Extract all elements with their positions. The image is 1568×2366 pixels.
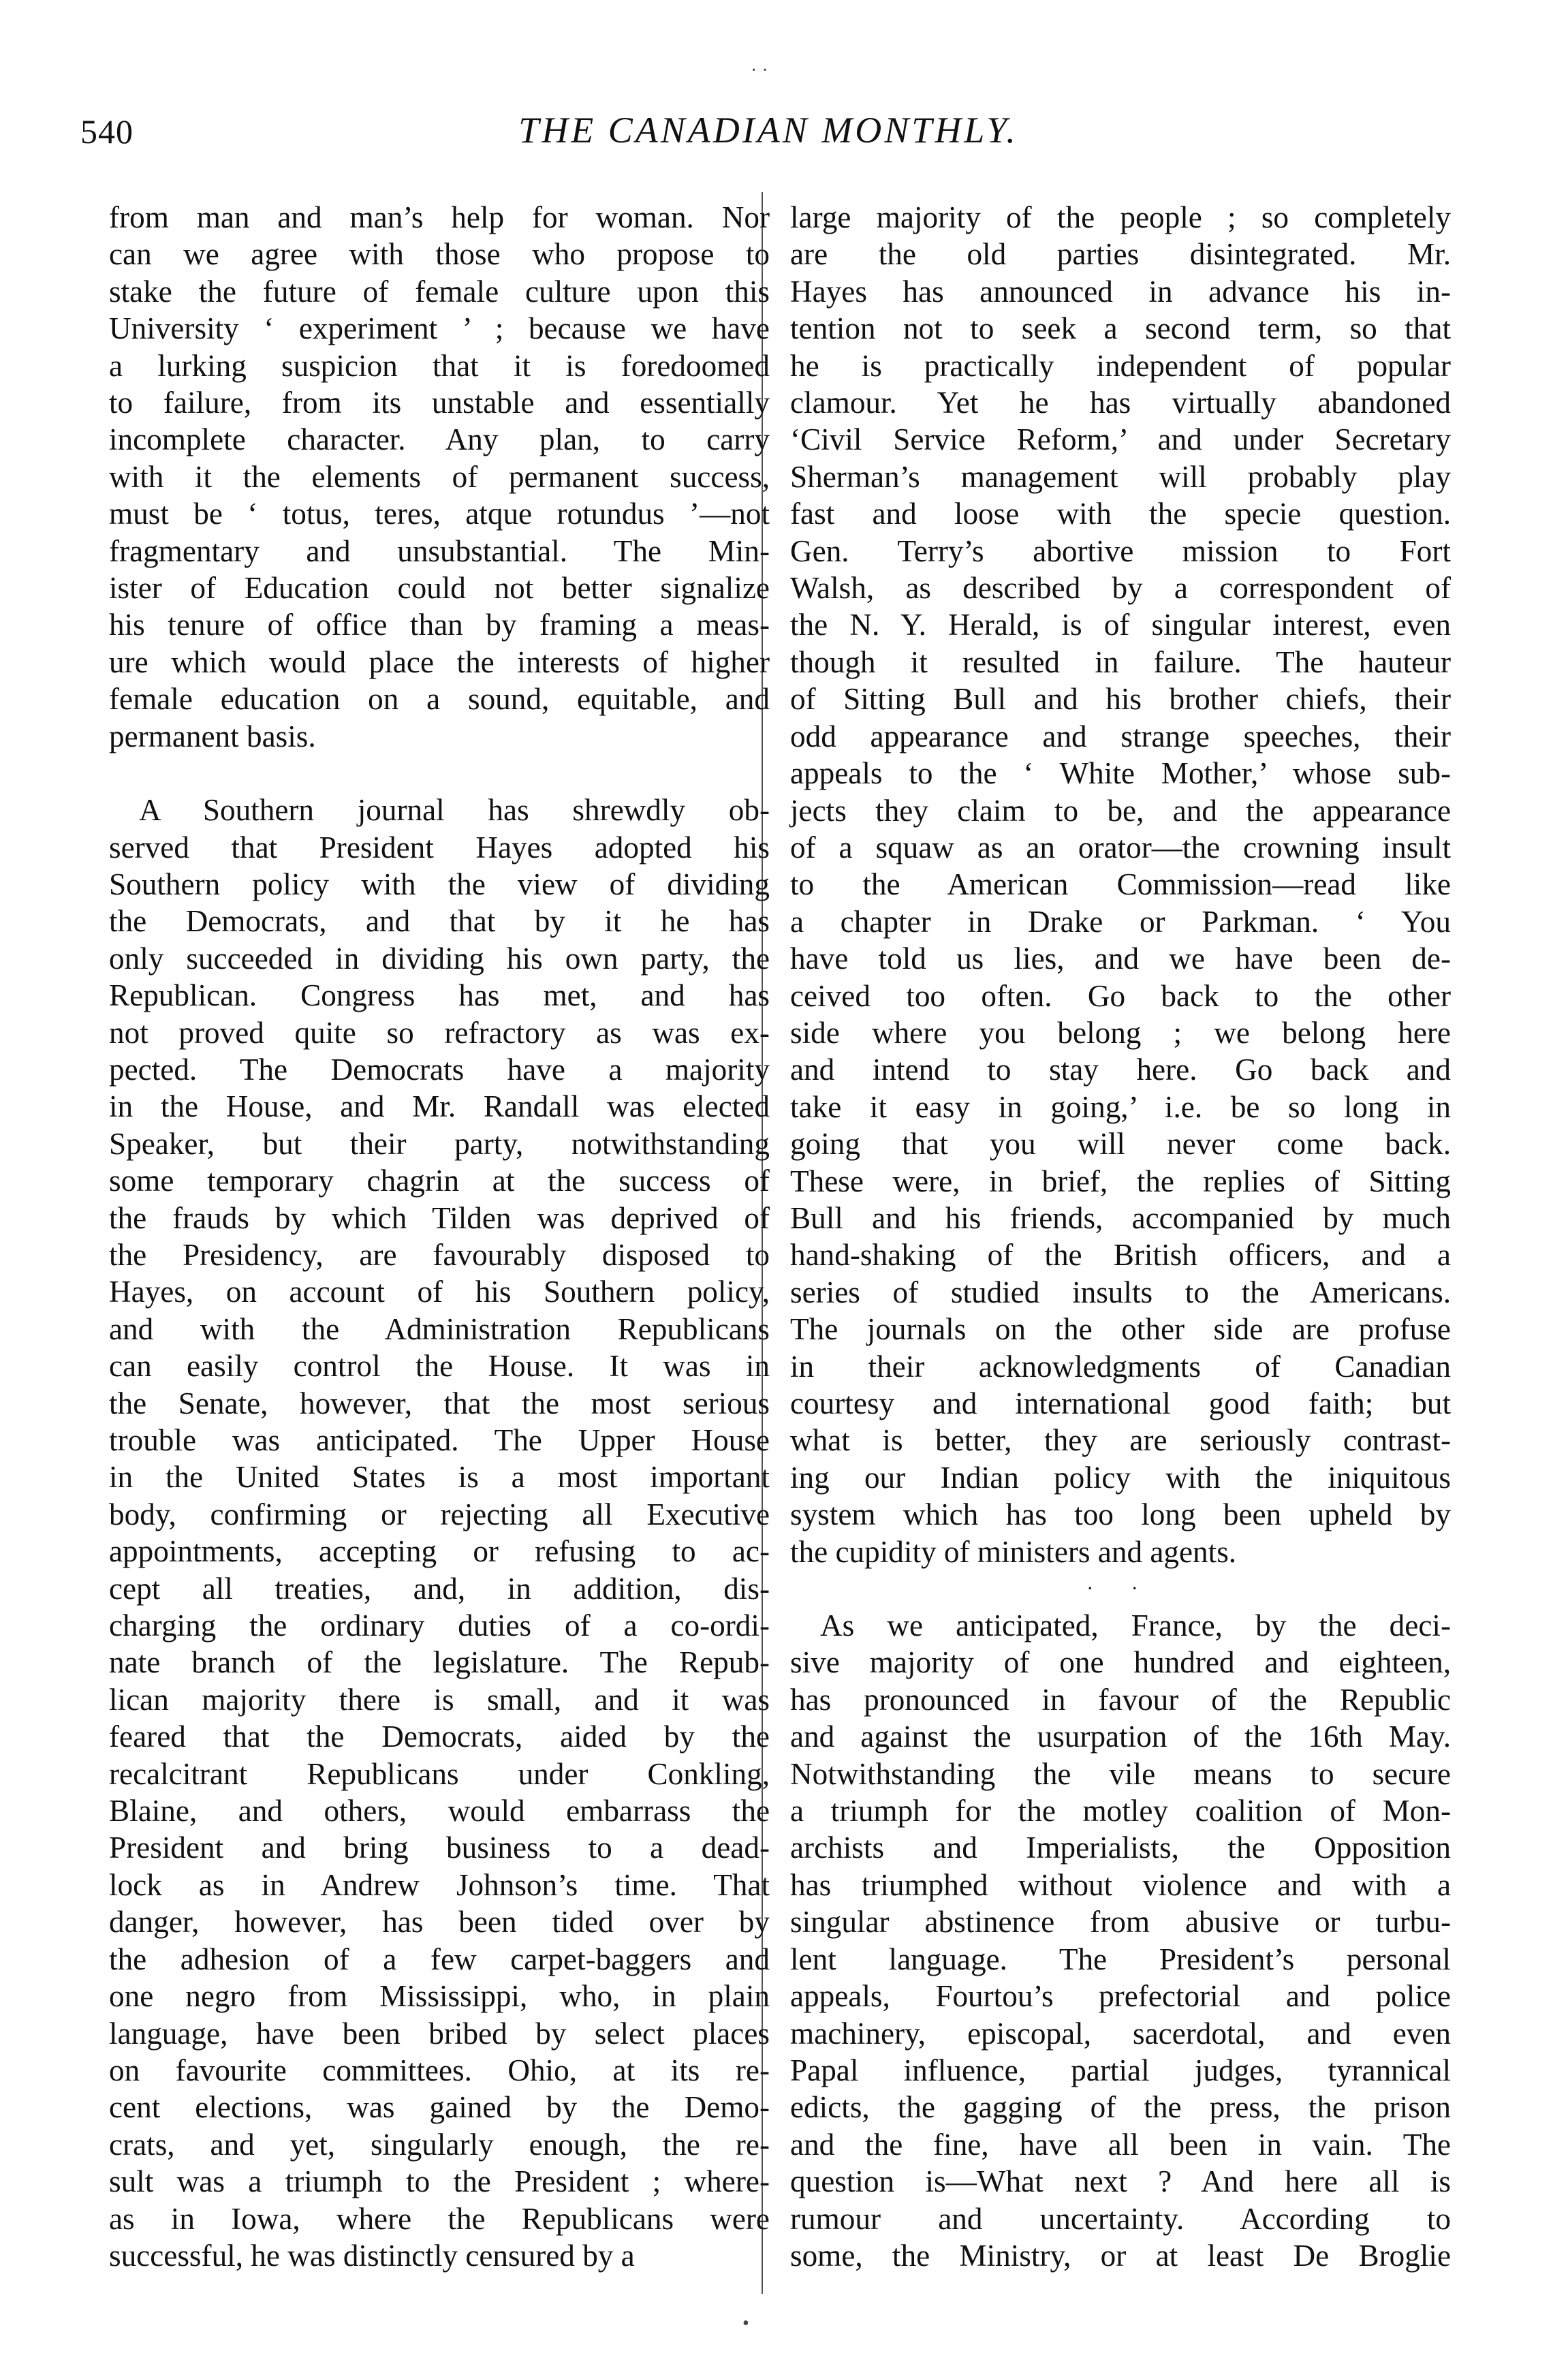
text-line: body, confirming or rejecting all Executive — [109, 1497, 770, 1531]
right-paragraph-2 — [790, 1607, 1451, 2274]
text-line: are the old parties disintegrated. Mr. — [790, 237, 1451, 272]
text-line: ‘Civil Service Reform,’ and under Secretary — [790, 422, 1451, 457]
text-line: permanent basis. — [109, 719, 316, 753]
text-line: language, have been bribed by select places — [109, 2016, 770, 2051]
text-line: question is—What next ? And here all is — [790, 2164, 1451, 2199]
text-line: have told us lies, and we have been de- — [790, 941, 1451, 976]
text-line: what is better, they are seriously contrast- — [790, 1423, 1451, 1458]
text-line: appeals to the ‘ White Mother,’ whose sub- — [790, 756, 1451, 791]
text-line: Gen. Terry’s abortive mission to Fort — [790, 533, 1451, 568]
running-title: THE CANADIAN MONTHLY. — [518, 110, 1018, 151]
text-line: in their acknowledgments of Canadian — [790, 1349, 1451, 1384]
text-line: Blaine, and others, would embarrass the — [109, 1794, 770, 1828]
text-line: stake the future of female culture upon this — [109, 274, 770, 309]
text-line: one negro from Mississippi, who, in plain — [109, 1979, 770, 2014]
text-line: Bull and his friends, accompanied by much — [790, 1200, 1451, 1235]
text-line: ceived too often. Go back to the other — [790, 978, 1451, 1013]
text-line: on favourite committees. Ohio, at its re- — [109, 2053, 770, 2087]
text-line: though it resulted in failure. The hauteur — [790, 644, 1451, 679]
text-line: some, the Ministry, or at least De Broglie — [790, 2238, 1451, 2273]
right-paragraph-1 — [790, 199, 1451, 1570]
text-line: crats, and yet, singularly enough, the re- — [109, 2127, 770, 2162]
text-line: large majority of the people ; so completely — [790, 200, 1451, 234]
text-line: and with the Administration Republicans — [109, 1311, 770, 1346]
left-column — [109, 199, 770, 2274]
text-line: Hayes has announced in advance his in- — [790, 274, 1451, 309]
text-line: a chapter in Drake or Parkman. ‘ You — [790, 904, 1451, 939]
text-line: A Southern journal has shrewdly ob- — [139, 793, 770, 828]
text-line: of a squaw as an orator—the crowning insult — [790, 830, 1451, 865]
text-line: from man and man’s help for woman. Nor — [109, 200, 770, 234]
text-line: the cupidity of ministers and agents. — [790, 1534, 1237, 1569]
text-line: successful, he was distinctly censured by a — [109, 2238, 635, 2273]
text-line: machinery, episcopal, sacerdotal, and even — [790, 2016, 1451, 2051]
text-line: President and bring business to a dead- — [109, 1831, 770, 1865]
text-line: The journals on the other side are profuse — [790, 1312, 1451, 1347]
text-line: edicts, the gagging of the press, the prison — [790, 2090, 1451, 2125]
text-line: lican majority there is small, and it was — [109, 1682, 770, 1717]
text-line: feared that the Democrats, aided by the — [109, 1719, 770, 1754]
text-line: rumour and uncertainty. According to — [790, 2201, 1451, 2236]
text-line: cept all treaties, and, in addition, dis- — [109, 1571, 770, 1606]
text-line: the Presidency, are favourably disposed to — [109, 1237, 770, 1272]
text-line: with it the elements of permanent success, — [109, 459, 770, 494]
paragraph-gap — [109, 755, 770, 792]
text-line: University ‘ experiment ’ ; because we have — [109, 311, 770, 346]
text-line: can we agree with those who propose to — [109, 237, 770, 272]
text-line: he is practically independent of popular — [790, 348, 1451, 383]
text-line: the N. Y. Herald, is of singular interest, even — [790, 608, 1451, 642]
text-line: sive majority of one hundred and eighteen, — [790, 1645, 1451, 1680]
text-line: served that President Hayes adopted his — [109, 830, 770, 865]
text-line: can easily control the House. It was in — [109, 1349, 770, 1384]
text-line: a lurking suspicion that it is foredoomed — [109, 348, 770, 383]
text-line: Speaker, but their party, notwithstanding — [109, 1126, 770, 1161]
text-line: ure which would place the interests of higher — [109, 644, 770, 679]
text-line: fast and loose with the specie question. — [790, 497, 1451, 531]
text-line: appeals, Fourtou’s prefectorial and police — [790, 1979, 1451, 2014]
text-line: and against the usurpation of the 16th May. — [790, 1719, 1451, 1754]
text-line: a triumph for the motley coalition of Mon- — [790, 1794, 1451, 1828]
text-line: take it easy in going,’ i.e. be so long in — [790, 1089, 1451, 1124]
left-paragraph-2 — [109, 792, 770, 2274]
text-line: fragmentary and unsubstantial. The Min- — [109, 533, 770, 568]
text-line: in the United States is a most important — [109, 1460, 770, 1495]
text-line: These were, in brief, the replies of Sitting — [790, 1164, 1451, 1198]
text-line: Sherman’s management will probably play — [790, 459, 1451, 494]
text-line: trouble was anticipated. The Upper House — [109, 1423, 770, 1457]
text-line: the adhesion of a few carpet-baggers and — [109, 1942, 770, 1976]
text-line: charging the ordinary duties of a co-ordi- — [109, 1608, 770, 1643]
bottom-speck: • — [742, 2313, 749, 2334]
text-line: appointments, accepting or refusing to ac- — [109, 1534, 770, 1569]
text-line: has triumphed without violence and with a — [790, 1867, 1451, 1902]
text-line: and the fine, have all been in vain. The — [790, 2127, 1451, 2162]
text-line: Notwithstanding the vile means to secure — [790, 1756, 1451, 1791]
text-line: lent language. The President’s personal — [790, 1942, 1451, 1976]
page-header — [80, 102, 1456, 164]
text-line: Republican. Congress has met, and has — [109, 978, 770, 1013]
text-line: danger, however, has been tided over by — [109, 1905, 770, 1940]
text-line: only succeeded in dividing his own party, the — [109, 941, 770, 976]
text-line: sult was a triumph to the President ; where- — [109, 2164, 770, 2199]
text-line: tention not to seek a second term, so that — [790, 311, 1451, 346]
text-line: not proved quite so refractory as was ex- — [109, 1015, 770, 1050]
text-line: side where you belong ; we belong here — [790, 1015, 1451, 1050]
text-line: to the American Commission—read like — [790, 867, 1451, 902]
text-line: nate branch of the legislature. The Repub- — [109, 1645, 770, 1680]
text-line: has pronounced in favour of the Republic — [790, 1682, 1451, 1717]
text-line: as in Iowa, where the Republicans were — [109, 2201, 770, 2236]
text-line: the Democrats, and that by it he has — [109, 904, 770, 939]
text-line: clamour. Yet he has virtually abandoned — [790, 386, 1451, 420]
text-line: ister of Education could not better signalize — [109, 571, 770, 606]
text-line: ing our Indian policy with the iniquitous — [790, 1460, 1451, 1495]
text-line: some temporary chagrin at the success of — [109, 1164, 770, 1198]
text-line: singular abstinence from abusive or turbu- — [790, 1905, 1451, 1940]
text-line: must be ‘ totus, teres, atque rotundus ’—not — [109, 497, 770, 531]
text-line: Hayes, on account of his Southern policy, — [109, 1275, 770, 1309]
text-line: the Senate, however, that the most serious — [109, 1386, 770, 1420]
right-column — [790, 199, 1451, 2274]
text-line: the frauds by which Tilden was deprived of — [109, 1200, 770, 1235]
text-line: recalcitrant Republicans under Conkling, — [109, 1756, 770, 1791]
left-paragraph-1 — [109, 199, 770, 755]
text-line: female education on a sound, equitable, and — [109, 682, 770, 717]
section-ornament: · · — [1086, 1577, 1155, 1600]
text-line: incomplete character. Any plan, to carry — [109, 422, 770, 457]
text-line: his tenure of office than by framing a meas- — [109, 608, 770, 642]
text-line: Papal influence, partial judges, tyrannical — [790, 2053, 1451, 2087]
text-line: courtesy and international good faith; but — [790, 1386, 1451, 1420]
text-line: hand-shaking of the British officers, and a — [790, 1238, 1451, 1273]
text-line: Southern policy with the view of dividing — [109, 867, 770, 901]
text-line: going that you will never come back. — [790, 1127, 1451, 1162]
text-line: in the House, and Mr. Randall was elected — [109, 1089, 770, 1124]
text-line: jects they claim to be, and the appearance — [790, 793, 1451, 828]
text-line: pected. The Democrats have a majority — [109, 1052, 770, 1087]
text-line: odd appearance and strange speeches, their — [790, 719, 1451, 753]
text-line: archists and Imperialists, the Opposition — [790, 1831, 1451, 1865]
text-line: As we anticipated, France, by the deci- — [820, 1608, 1451, 1643]
text-line: Walsh, as described by a correspondent of — [790, 571, 1451, 606]
page-number: 540 — [80, 112, 134, 151]
text-line: cent elections, was gained by the Demo- — [109, 2090, 770, 2125]
text-line: of Sitting Bull and his brother chiefs, their — [790, 682, 1451, 717]
text-line: series of studied insults to the Americans. — [790, 1275, 1451, 1309]
text-line: system which has too long been upheld by — [790, 1497, 1451, 1532]
text-line: and intend to stay here. Go back and — [790, 1053, 1451, 1087]
text-line: to failure, from its unstable and essentially — [109, 386, 770, 420]
top-speck: · · — [751, 60, 768, 81]
text-line: lock as in Andrew Johnson’s time. That — [109, 1867, 770, 1902]
